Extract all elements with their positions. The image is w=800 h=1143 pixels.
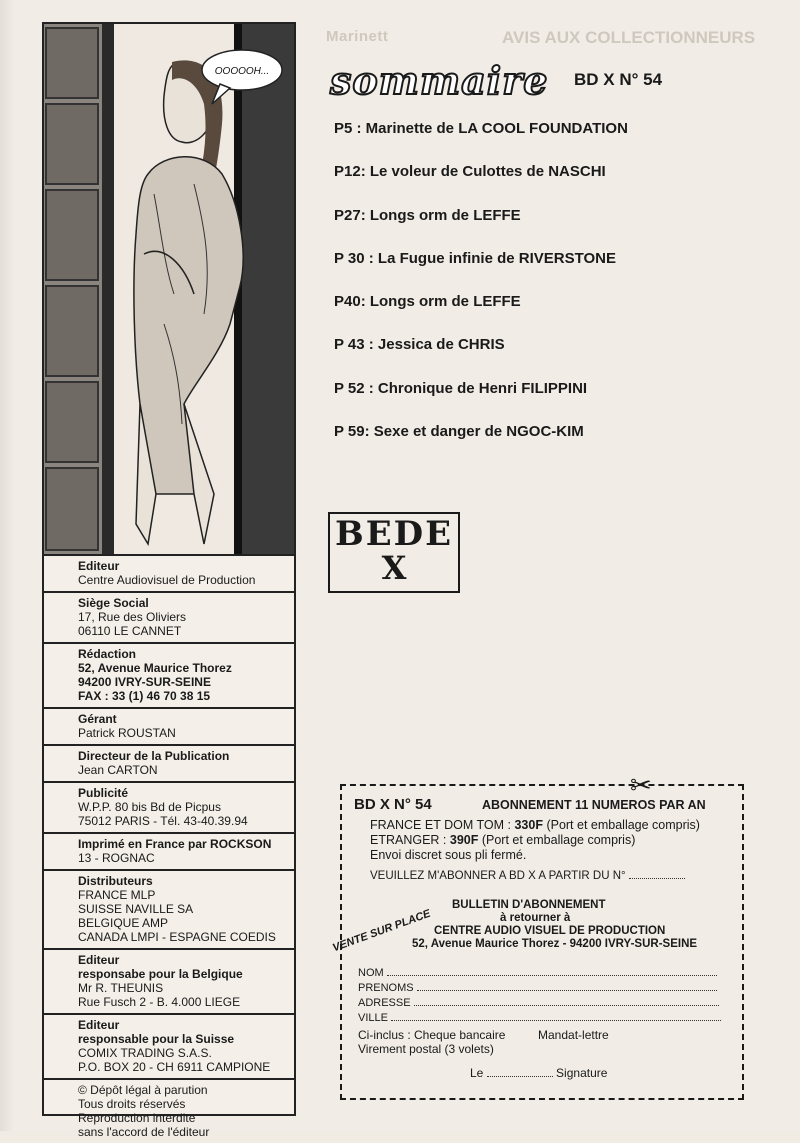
- credit-line: BELGIQUE AMP: [78, 916, 169, 930]
- credit-line: 52, Avenue Maurice Thorez: [78, 661, 232, 675]
- credit-block: [44, 834, 294, 871]
- comic-illustration: [44, 24, 294, 556]
- credit-line: 75012 PARIS - Tél. 43-40.39.94: [78, 814, 248, 828]
- credit-heading: Imprimé en France par ROCKSON: [78, 837, 272, 851]
- credit-block: [44, 950, 294, 1015]
- toc-item: P40: Longs orm de LEFFE: [334, 293, 521, 311]
- credit-line: Jean CARTON: [78, 763, 158, 777]
- price-france: FRANCE ET DOM TOM : 330F (Port et emballage compris): [370, 818, 700, 832]
- credit-line: COMIX TRADING S.A.S.: [78, 1046, 212, 1060]
- credit-line: Reproduction interdite: [78, 1111, 196, 1125]
- credit-heading: Siège Social: [78, 596, 149, 610]
- credit-line: FAX : 33 (1) 46 70 38 15: [78, 689, 211, 703]
- toc-item: P12: Le voleur de Culottes de NASCHI: [334, 163, 606, 181]
- left-column: [42, 22, 296, 1139]
- credit-line: 06110 LE CANNET: [78, 624, 182, 638]
- credit-block: [44, 871, 294, 950]
- retourner-text: à retourner à: [500, 912, 571, 924]
- form-issue: BD X N° 54: [354, 796, 432, 813]
- speech-bubble-text: OOOOOH...: [214, 66, 270, 77]
- credit-block: [44, 556, 294, 593]
- credit-heading: Editeur: [78, 953, 120, 967]
- credit-line: Rue Fusch 2 - B. 4.000 LIEGE: [78, 995, 241, 1009]
- field-prenoms[interactable]: PRENOMS: [358, 981, 721, 996]
- credit-heading: Publicité: [78, 786, 129, 800]
- payment-mandat[interactable]: Mandat-lettre: [538, 1028, 609, 1042]
- table-of-contents: [334, 118, 754, 464]
- credit-heading: Gérant: [78, 712, 117, 726]
- scissors-icon: ✂: [626, 770, 656, 801]
- toc-item: P 30 : La Fugue infinie de RIVERSTONE: [334, 249, 616, 267]
- toc-item: P27: Longs orm de LEFFE: [334, 206, 521, 224]
- credit-heading: Directeur de la Publication: [78, 749, 230, 763]
- sommaire-title: sommaire: [330, 58, 549, 103]
- credit-line: sans l'accord de l'éditeur: [78, 1125, 210, 1139]
- credit-line: CANADA LMPI - ESPAGNE COEDIS: [78, 930, 276, 944]
- credit-heading: Distributeurs: [78, 874, 153, 888]
- credit-block: [44, 644, 294, 709]
- credit-line: Patrick ROUSTAN: [78, 726, 176, 740]
- credit-heading: Editeur: [78, 559, 120, 573]
- ghost-show-through-left: Marinett: [326, 28, 389, 45]
- toc-item: P 43 : Jessica de CHRIS: [334, 336, 505, 354]
- toc-item: P 59: Sexe et danger de NGOC-KIM: [334, 423, 584, 441]
- credit-line: Mr R. THEUNIS: [78, 981, 164, 995]
- form-fields: [358, 966, 721, 1026]
- centre-address: 52, Avenue Maurice Thorez - 94200 IVRY-SUR-SEINE: [412, 938, 698, 950]
- credit-block: [44, 709, 294, 746]
- credit-block: [44, 1080, 294, 1143]
- vente-sur-place-label: VENTE SUR PLACE: [331, 907, 433, 955]
- field-adresse[interactable]: ADRESSE: [358, 996, 721, 1011]
- logo-line-1: BEDE: [334, 514, 454, 554]
- credit-line: Tous droits réservés: [78, 1097, 186, 1111]
- credit-line: SUISSE NAVILLE SA: [78, 902, 194, 916]
- bede-x-logo: [328, 512, 460, 593]
- bulletin-title: BULLETIN D'ABONNEMENT: [452, 899, 606, 911]
- credit-line: P.O. BOX 20 - CH 6911 CAMPIONE: [78, 1060, 271, 1074]
- credit-block: [44, 1015, 294, 1080]
- credit-heading: Editeur: [78, 1018, 120, 1032]
- credit-line: W.P.P. 80 bis Bd de Picpus: [78, 800, 221, 814]
- field-nom[interactable]: NOM: [358, 966, 721, 981]
- subscription-form: [340, 784, 744, 1100]
- credit-block: [44, 746, 294, 783]
- date-signature[interactable]: Le Signature: [470, 1066, 608, 1080]
- credit-line: © Dépôt légal à parution: [78, 1083, 208, 1097]
- credits-panel: [44, 556, 294, 1143]
- logo-line-2: X: [381, 549, 407, 587]
- ghost-show-through-right: AVIS AUX COLLECTIONNEURS: [502, 28, 756, 47]
- discret-note: Envoi discret sous pli fermé.: [370, 848, 527, 862]
- credit-heading: Rédaction: [78, 647, 137, 661]
- veuillez-line: VEUILLEZ M'ABONNER A BD X A PARTIR DU N°: [370, 870, 685, 882]
- price-etranger: ETRANGER : 390F (Port et emballage compris): [370, 833, 636, 847]
- credit-block: [44, 783, 294, 834]
- issue-number: BD X N° 54: [574, 70, 663, 89]
- woman-at-door-drawing: [44, 24, 294, 554]
- payment-virement[interactable]: Virement postal (3 volets): [358, 1042, 494, 1056]
- credit-line: responsable pour la Suisse: [78, 1032, 235, 1046]
- centre-text: CENTRE AUDIO VISUEL DE PRODUCTION: [434, 925, 666, 937]
- toc-item: P5 : Marinette de LA COOL FOUNDATION: [334, 120, 628, 137]
- toc-item: P 52 : Chronique de Henri FILIPPINI: [334, 379, 588, 397]
- credit-line: 94200 IVRY-SUR-SEINE: [78, 675, 211, 689]
- payment-cheque[interactable]: Ci-inclus : Cheque bancaire: [358, 1028, 506, 1042]
- field-ville[interactable]: VILLE: [358, 1011, 721, 1026]
- credit-line: Centre Audiovisuel de Production: [78, 573, 256, 587]
- credit-line: 17, Rue des Oliviers: [78, 610, 187, 624]
- credit-line: 13 - ROGNAC: [78, 851, 155, 865]
- credit-block: [44, 593, 294, 644]
- form-offer: ABONNEMENT 11 NUMEROS PAR AN: [482, 798, 706, 812]
- credit-line: FRANCE MLP: [78, 888, 156, 902]
- credit-line: responsabe pour la Belgique: [78, 967, 243, 981]
